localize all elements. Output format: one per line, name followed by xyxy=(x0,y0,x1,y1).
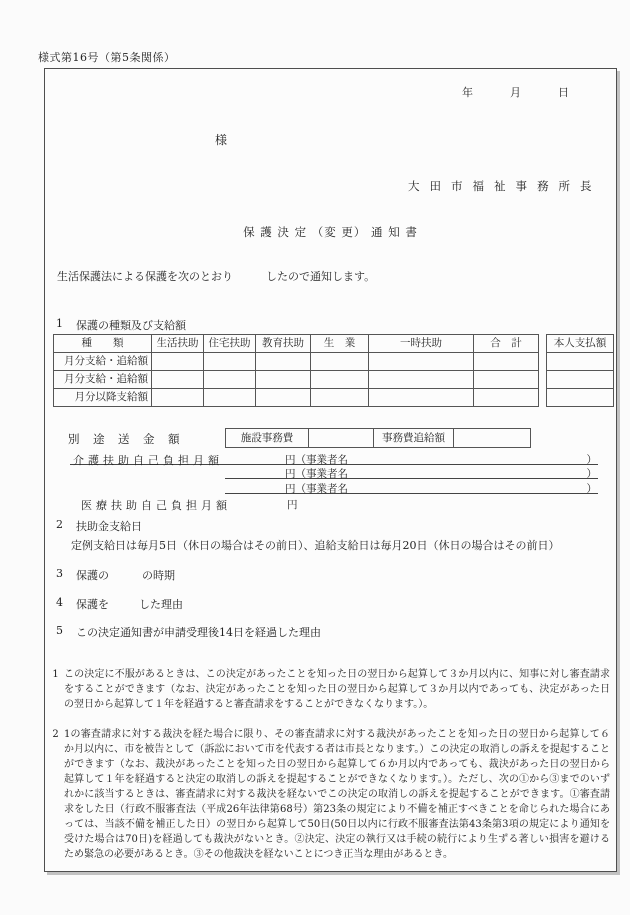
section2-number: 2 xyxy=(56,518,63,531)
table-cell xyxy=(152,371,204,389)
row2-label: 月分支給・追給額 xyxy=(54,371,152,389)
intro-left: 生活保護法による保護を次のとおり xyxy=(57,270,233,283)
document-title: 保 護 決 定 （変 更） 通 知 書 xyxy=(243,225,418,239)
care-copay-label: 介護扶助自己負担月額 xyxy=(73,454,223,467)
section3-heading xyxy=(56,567,175,583)
yen-unit-label: 円 xyxy=(287,499,298,511)
notice-sheet xyxy=(44,68,617,872)
section4-pre: 保護を xyxy=(76,598,109,611)
table-cell xyxy=(369,389,474,407)
table-cell xyxy=(204,353,256,371)
table-row xyxy=(54,371,539,389)
fill-in-blank xyxy=(109,567,142,583)
table-cell xyxy=(474,353,539,371)
table-cell xyxy=(369,353,474,371)
section4-heading xyxy=(56,596,183,612)
issue-date-line xyxy=(462,84,569,100)
care-copay-line-2 xyxy=(225,466,598,479)
row1-label: 月分支給・追給額 xyxy=(54,353,152,371)
intro-sentence xyxy=(57,268,375,284)
table-cell xyxy=(454,429,531,448)
table-cell xyxy=(256,353,311,371)
table-cell xyxy=(256,389,311,407)
table-cell xyxy=(204,371,256,389)
self-payment-table xyxy=(546,334,614,407)
table-row xyxy=(54,353,539,371)
close-paren: ） xyxy=(586,454,597,466)
note2-text: 1の審査請求に対する裁決を経た場合に限り、その審査請求に対する裁決があったことを知った日の翌日から起算して６か月以内に、市を被告として（訴訟において市を代表する者は市長となります。）この決定の取消しの訴えを提起することができます（なお、裁決があったことを知った日の翌日から起算して６か月以内であっても、裁決があった日の翌日から起算して１年を経過すると決定の取消しの訴えを提起することができなくなります。）。ただし、次の①から③までのいずれかに該当するときは、審査請求に対する裁決を経ないでこの決定の取消しの訴えを提起することができます。①審査請求をした日（行政不服審査法（平成26年法律第68号）第23条の規定により不備を補正すべきことを命じられた場合にあっては、当該不備を補正した日）の翌日から起算して50日(50日以内に行政不服審査法第43条第3項の規定により通知を受けた場合は70日)を経過しても裁決がないとき。②決定、決定の執行又は手続の続行により生ずる著しい損害を避けるため緊急の必要があるとき。③その他裁決を経ないことにつき正当な理由があるとき。 xyxy=(64,729,610,860)
table-row xyxy=(547,389,614,407)
section3-number: 3 xyxy=(56,567,63,580)
row3-label: 月分以降支給額 xyxy=(54,389,152,407)
fill-in-blank xyxy=(109,596,139,612)
intro-right: したので通知します。 xyxy=(266,270,376,283)
appeal-note-1 xyxy=(47,667,610,712)
table-cell xyxy=(474,389,539,407)
benefit-table-header-row xyxy=(54,335,539,353)
section5-heading xyxy=(56,624,321,640)
table-row xyxy=(547,371,614,389)
table-cell xyxy=(152,353,204,371)
table-row xyxy=(226,429,531,448)
col-housing: 住宅扶助 xyxy=(204,335,256,353)
benefit-table xyxy=(53,334,539,407)
date-month-label: 月 xyxy=(510,86,521,99)
col-temporary: 一時扶助 xyxy=(369,335,474,353)
col-occupation: 生 業 xyxy=(311,335,369,353)
table-row xyxy=(54,389,539,407)
table-cell xyxy=(547,353,614,371)
date-day-label: 日 xyxy=(558,86,569,99)
close-paren: ） xyxy=(586,468,597,480)
table-cell xyxy=(311,353,369,371)
section4-number: 4 xyxy=(56,596,63,609)
separate-remittance-label: 別 途 送 金 額 xyxy=(68,432,181,446)
table-cell xyxy=(204,389,256,407)
remittance-table xyxy=(225,428,531,448)
table-cell xyxy=(311,371,369,389)
form-number-label: 様式第16号（第5条関係） xyxy=(38,51,176,64)
note1-number: 1 xyxy=(52,669,59,680)
table-row xyxy=(547,353,614,371)
facility-expense-label: 施設事務費 xyxy=(226,429,309,448)
issuer-name: 大田市福祉事務所長 xyxy=(408,179,602,193)
yen-provider-label: 円（事業者名 xyxy=(285,468,348,480)
table-cell xyxy=(256,371,311,389)
table-cell xyxy=(152,389,204,407)
table-cell xyxy=(309,429,374,448)
payment-schedule-detail: 定例支給日は毎月5日（休日の場合はその前日）、追給支給日は毎月20日（休日の場合はその前日） xyxy=(71,539,560,552)
yen-provider-label: 円（事業者名 xyxy=(285,483,348,495)
table-cell xyxy=(369,371,474,389)
col-education: 教育扶助 xyxy=(256,335,311,353)
section3-pre: 保護の xyxy=(76,569,109,582)
table-cell xyxy=(547,371,614,389)
table-cell xyxy=(311,389,369,407)
col-total: 合 計 xyxy=(474,335,539,353)
note2-number: 2 xyxy=(52,729,59,740)
care-copay-line-1 xyxy=(70,452,598,465)
close-paren: ） xyxy=(586,483,597,495)
medical-copay-label: 医療扶助自己負担月額 xyxy=(81,499,231,512)
col-self-payment: 本人支払額 xyxy=(547,335,614,353)
section5-number: 5 xyxy=(56,624,63,637)
section5-title: この決定通知書が申請受理後14日を経過した理由 xyxy=(76,626,321,639)
care-copay-line-3 xyxy=(225,481,598,494)
expense-supplement-label: 事務費追給額 xyxy=(374,429,454,448)
table-cell xyxy=(547,389,614,407)
note1-text: この決定に不服があるときは、この決定があったことを知った日の翌日から起算して３か月以内に、知事に対し審査請求をすることができます（なお、決定があったことを知った日の翌日から起算して３か月以内であっても、決定があった日の翌日から起算して１年を経過すると審査請求をすることができなくなります。）。 xyxy=(64,669,610,710)
yen-provider-label: 円（事業者名 xyxy=(285,454,348,466)
section3-post: の時期 xyxy=(142,569,175,582)
appeal-note-2 xyxy=(47,727,610,862)
section2-title: 扶助金支給日 xyxy=(76,520,142,533)
section1-heading xyxy=(56,317,186,333)
recipient-honorific: 様 xyxy=(215,133,228,147)
section2-heading xyxy=(56,518,142,534)
col-kind: 種 類 xyxy=(54,335,152,353)
table-row xyxy=(547,335,614,353)
section1-title: 保護の種類及び支給額 xyxy=(76,319,186,332)
date-year-label: 年 xyxy=(462,86,473,99)
section4-post: した理由 xyxy=(139,598,183,611)
table-cell xyxy=(474,371,539,389)
section1-number: 1 xyxy=(56,317,63,330)
col-livelihood: 生活扶助 xyxy=(152,335,204,353)
